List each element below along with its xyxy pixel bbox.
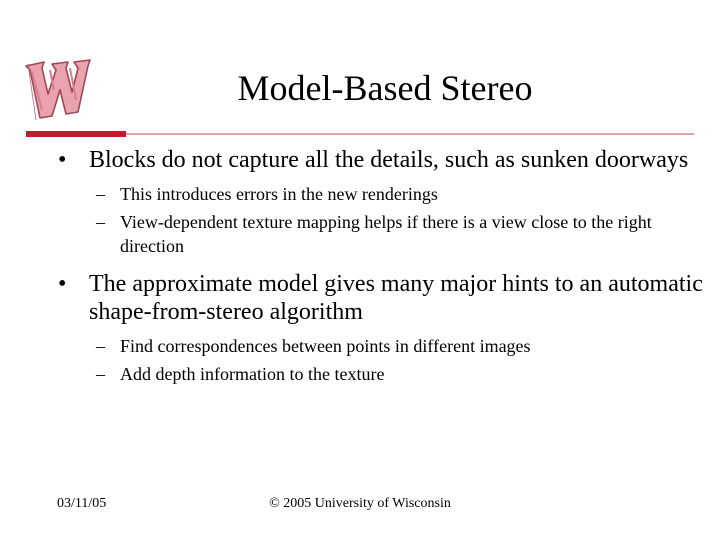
title-underline bbox=[126, 133, 694, 135]
sub-bullet-text: Add depth information to the texture bbox=[120, 364, 385, 384]
bullet-2-subs bbox=[58, 334, 708, 386]
bullet-marker: • bbox=[58, 147, 67, 173]
slide-body bbox=[58, 146, 708, 390]
footer-date: 03/11/05 bbox=[57, 496, 107, 511]
dash-marker: – bbox=[96, 184, 105, 204]
footer-copyright: © 2005 University of Wisconsin bbox=[269, 496, 451, 511]
wisconsin-w-logo-icon bbox=[20, 50, 96, 124]
title-underline-accent bbox=[26, 131, 126, 137]
sub-bullet-text: Find correspondences between points in different images bbox=[120, 336, 531, 356]
bullet-marker: • bbox=[58, 271, 67, 297]
sub-bullet-1-2 bbox=[58, 210, 708, 258]
bullet-2-text: The approximate model gives many major hints to an automatic shape-from-stereo algorithm bbox=[89, 271, 703, 325]
bullet-1 bbox=[58, 146, 708, 174]
sub-bullet-2-1 bbox=[58, 334, 708, 358]
slide-title: Model-Based Stereo bbox=[237, 68, 533, 108]
bullet-1-subs bbox=[58, 182, 708, 258]
sub-bullet-2-2 bbox=[58, 362, 708, 386]
sub-bullet-text: This introduces errors in the new renderings bbox=[120, 184, 438, 204]
dash-marker: – bbox=[96, 364, 105, 384]
sub-bullet-1-1 bbox=[58, 182, 708, 206]
dash-marker: – bbox=[96, 336, 105, 356]
bullet-1-text: Blocks do not capture all the details, such as sunken doorways bbox=[89, 147, 689, 173]
sub-bullet-text: View-dependent texture mapping helps if there is a view close to the right direction bbox=[120, 212, 652, 256]
bullet-2 bbox=[58, 270, 708, 326]
dash-marker: – bbox=[96, 212, 105, 232]
